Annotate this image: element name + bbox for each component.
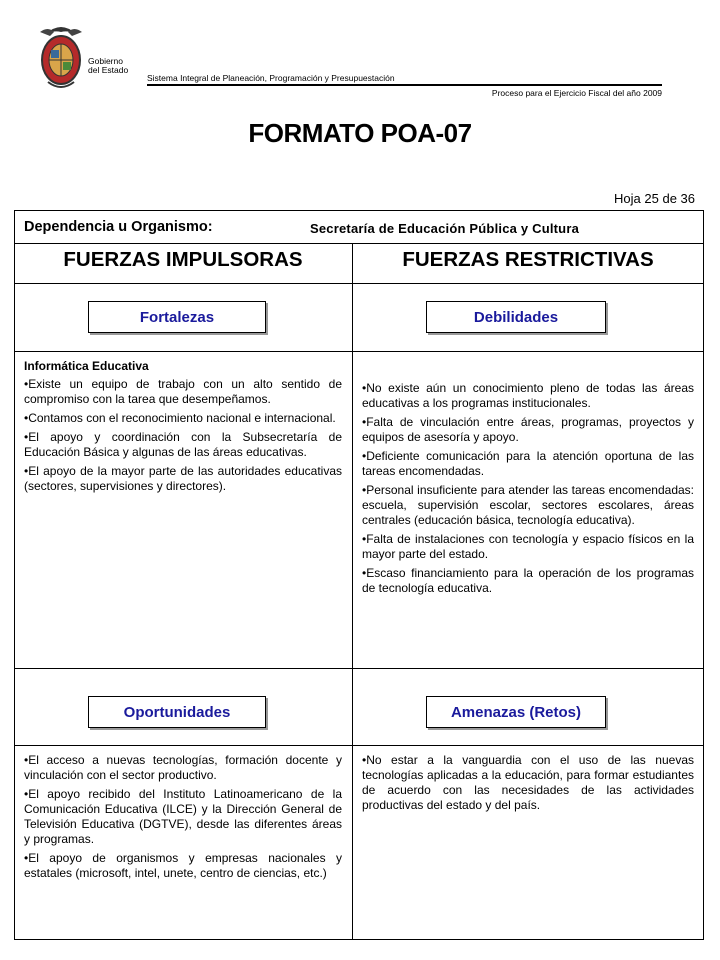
- dependency-value: Secretaría de Educación Pública y Cultura: [310, 221, 580, 236]
- list-item: •Falta de instalaciones con tecnología y espacio físicos en la mayor parte del estado.: [362, 532, 694, 561]
- column-divider: [352, 243, 353, 940]
- list-item: •Contamos con el reconocimiento nacional e internacional.: [24, 411, 336, 425]
- page-title: FORMATO POA-07: [248, 118, 472, 148]
- state-seal-logo: [38, 20, 84, 94]
- list-item: •Deficiente comunicación para la atención oportuna de las tareas encomendadas.: [362, 449, 694, 478]
- divider-dependency: [14, 243, 704, 244]
- header-rule: [147, 84, 662, 86]
- amenazas-content: [362, 753, 694, 817]
- gov-line2: del Estado: [88, 65, 129, 75]
- list-item: •Escaso financiamiento para la operación de los programas de tecnología educativa.: [362, 566, 694, 595]
- fortalezas-heading: Informática Educativa: [24, 359, 149, 373]
- gobierno-label: [88, 57, 128, 75]
- divider-content1: [14, 668, 704, 669]
- debilidades-content: [362, 381, 694, 600]
- sheet-number: Hoja 25 de 36: [614, 191, 695, 206]
- list-item: •Falta de vinculación entre áreas, programas, proyectos y equipos de asesoría y apoyo.: [362, 415, 694, 444]
- divider-forces: [14, 283, 704, 284]
- list-item: •No existe aún un conocimiento pleno de todas las áreas educativas a los programas institucionales.: [362, 381, 694, 410]
- list-item: •El apoyo de organismos y empresas nacionales y estatales (microsoft, intel, unete, centro de ciencias, etc.): [24, 851, 342, 880]
- system-name: Sistema Integral de Planeación, Programación y Presupuestación: [147, 73, 395, 83]
- dependency-label: Dependencia u Organismo:: [24, 219, 213, 235]
- list-item: •El acceso a nuevas tecnologías, formación docente y vinculación con el sector productivo.: [24, 753, 342, 782]
- fortalezas-box: Fortalezas: [88, 301, 266, 333]
- oportunidades-box: Oportunidades: [88, 696, 266, 728]
- debilidades-box: Debilidades: [426, 301, 606, 333]
- fuerzas-impulsoras-heading: FUERZAS IMPULSORAS: [63, 248, 303, 271]
- list-item: •Personal insuficiente para atender las tareas encomendadas: escuela, supervisión escolar, sectores escolares, áreas centrales (educación básica, tecnología educativa).: [362, 483, 694, 527]
- list-item: •No estar a la vanguardia con el uso de las nuevas tecnologías aplicadas a la educación, para formar estudiantes de acuerdo con las necesidades de las actividades productivas del estado y del país.: [362, 753, 694, 812]
- divider-box-row1: [14, 351, 704, 352]
- gov-line1: Gobierno: [88, 56, 123, 66]
- list-item: •Existe un equipo de trabajo con un alto sentido de compromiso con la tarea que desempeñamos.: [24, 377, 342, 406]
- divider-box-row2: [14, 745, 704, 746]
- amenazas-box: Amenazas (Retos): [426, 696, 606, 728]
- list-item: •El apoyo y coordinación con la Subsecretaría de Educación Básica y algunas de las áreas educativas.: [24, 430, 342, 459]
- fortalezas-content: [24, 359, 342, 498]
- list-item: •El apoyo de la mayor parte de las autoridades educativas (sectores, supervisiones y directores).: [24, 464, 342, 493]
- fuerzas-restrictivas-heading: FUERZAS RESTRICTIVAS: [402, 248, 654, 271]
- process-year: Proceso para el Ejercicio Fiscal del año 2009: [491, 88, 662, 98]
- oportunidades-content: [24, 753, 342, 885]
- list-item: •El apoyo recibido del Instituto Latinoamericano de la Comunicación Educativa (ILCE) y la Dirección General de Televisión Educativa (DGTVE), desde las diferentes áreas y programas.: [24, 787, 342, 846]
